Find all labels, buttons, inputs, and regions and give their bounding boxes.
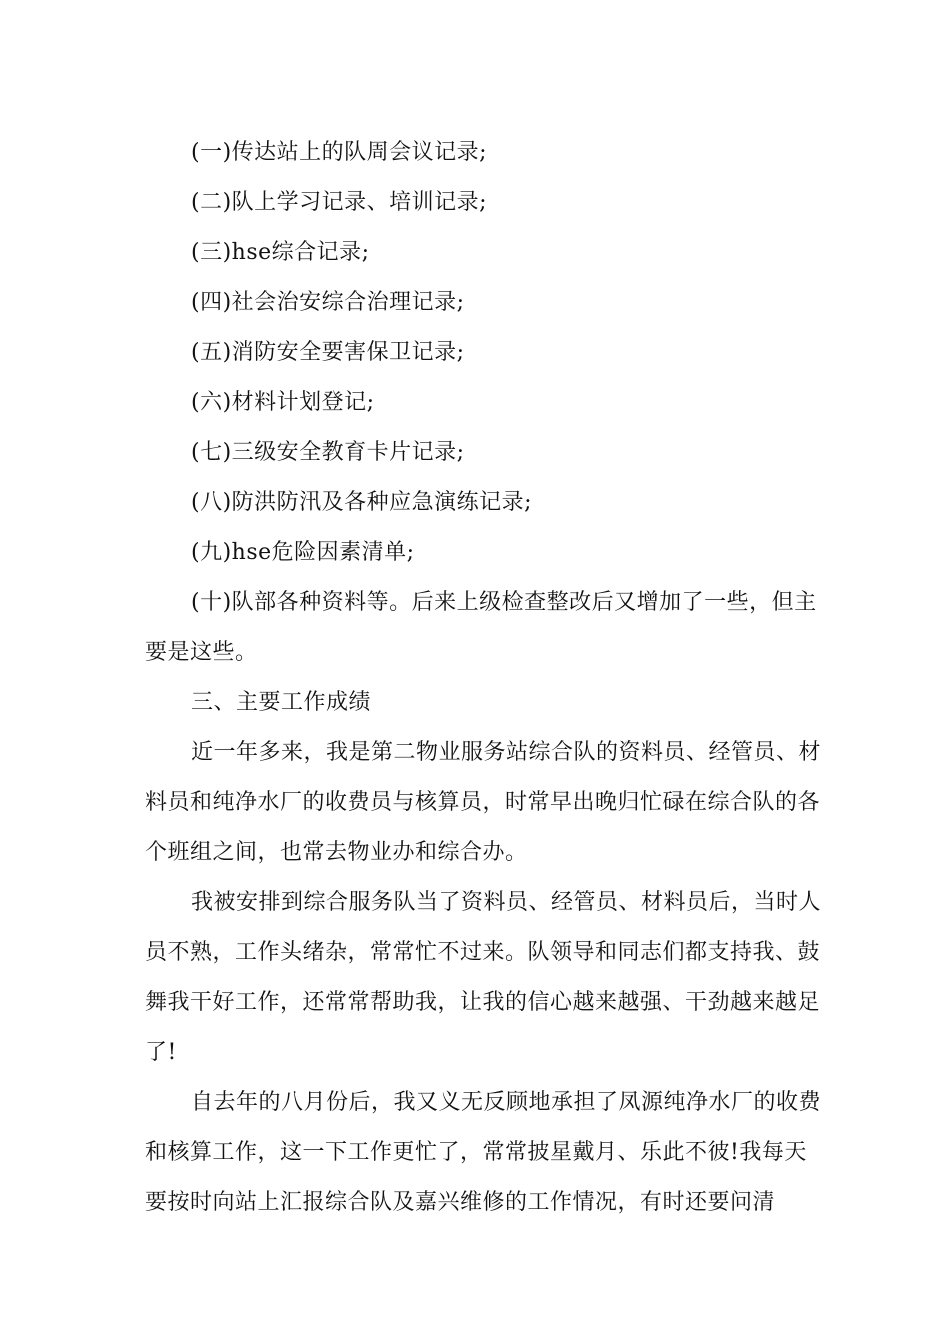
list-item-2: (二)队上学习记录、培训记录; xyxy=(191,190,488,215)
list-item-6: (六)材料计划登记; xyxy=(191,390,375,415)
list-item-9: (九)hse危险因素清单; xyxy=(191,540,415,565)
document-body xyxy=(145,128,825,1228)
list-item-10: (十)队部各种资料等。后来上级检查整改后又增加了一些，但主要是这些。 xyxy=(145,590,817,665)
body-paragraph-3: 自去年的八月份后，我又义无反顾地承担了凤源纯净水厂的收费和核算工作，这一下工作更忙了，常常披星戴月、乐此不彼!我每天要按时向站上汇报综合队及嘉兴维修的工作情况，有时还要问清 xyxy=(145,1090,822,1215)
body-paragraph-1: 近一年多来，我是第二物业服务站综合队的资料员、经管员、材料员和纯净水厂的收费员与核算员，时常早出晚归忙碌在综合队的各个班组之间，也常去物业办和综合办。 xyxy=(145,740,822,865)
list-item-3: (三)hse综合记录; xyxy=(191,240,370,265)
list-item-4: (四)社会治安综合治理记录; xyxy=(191,290,465,315)
list-item-7: (七)三级安全教育卡片记录; xyxy=(191,440,465,465)
section-heading: 三、主要工作成绩 xyxy=(191,690,372,715)
list-item-8: (八)防洪防汛及各种应急演练记录; xyxy=(191,490,533,515)
body-paragraph-2: 我被安排到综合服务队当了资料员、经管员、材料员后，当时人员不熟，工作头绪杂，常常忙不过来。队领导和同志们都支持我、鼓舞我干好工作，还常常帮助我，让我的信心越来越强、干劲越来越足了! xyxy=(145,890,822,1065)
list-item-5: (五)消防安全要害保卫记录; xyxy=(191,340,465,365)
list-item-1: (一)传达站上的队周会议记录; xyxy=(191,140,488,165)
